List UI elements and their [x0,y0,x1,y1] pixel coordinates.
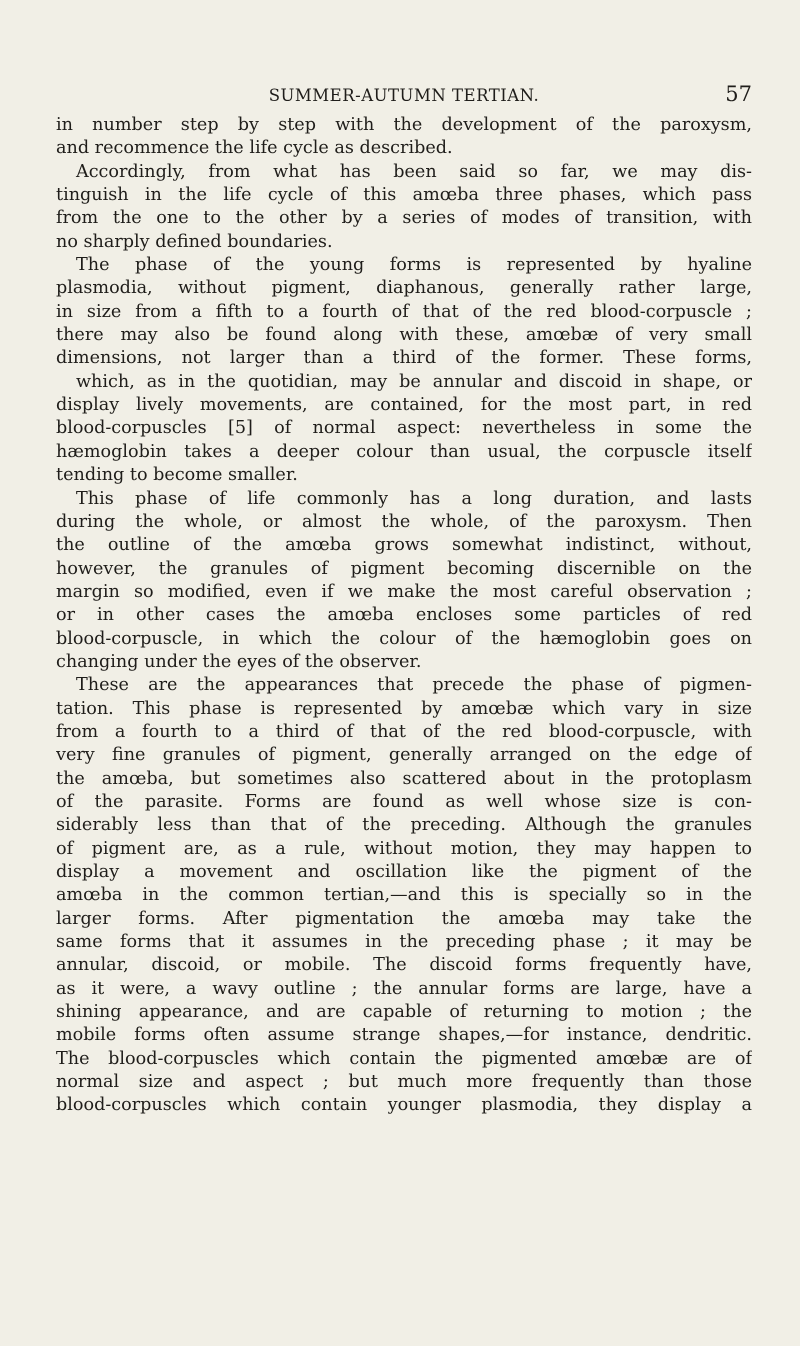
text-line: margin so modified, even if we make the most careful observation ; [56,581,752,602]
text-line: annular, discoid, or mobile. The discoid forms frequently have, [56,955,752,976]
text-line: tending to become smaller. [56,465,298,486]
text-line: and recommence the life cycle as described. [56,138,453,159]
text-line: blood-corpuscle, in which the colour of the hæmoglobin goes on [56,628,752,649]
text-line: shining appearance, and are capable of returning to motion ; the [56,1002,752,1023]
text-line: of the parasite. Forms are found as well whose size is con- [56,791,752,812]
text-line: however, the granules of pigment becoming discernible on the [56,558,752,579]
text-line: dimensions, not larger than a third of the former. These forms, [56,348,752,369]
text-line: amœba in the common tertian,—and this is specially so in the [56,885,752,906]
text-line: larger forms. After pigmentation the amœba may take the [56,908,752,929]
text-line: of pigment are, as a rule, without motion, they may happen to [56,838,752,859]
text-line: during the whole, or almost the whole, of the paroxysm. Then [56,511,752,532]
text-line: no sharply defined boundaries. [56,231,333,252]
text-line: hæmoglobin takes a deeper colour than usual, the corpuscle itself [56,441,752,462]
text-line: tinguish in the life cycle of this amœba three phases, which pass [56,185,752,206]
text-line: from the one to the other by a series of modes of transition, with [56,208,752,229]
text-line: from a fourth to a third of that of the red blood-corpuscle, with [56,721,752,742]
text-line: normal size and aspect ; but much more frequently than those [56,1072,752,1093]
text-line: same forms that it assumes in the preceding phase ; it may be [56,932,752,953]
text-line: there may also be found along with these, amœbæ of very small [56,325,752,346]
text-line: plasmodia, without pigment, diaphanous, generally rather large, [56,278,752,299]
text-line: in size from a fifth to a fourth of that of the red blood-corpuscle ; [56,301,752,322]
text-line: blood-corpuscles [5] of normal aspect: nevertheless in some the [56,418,752,439]
text-line: Accordingly, from what has been said so far, we may dis- [76,161,752,182]
text-line: very fine granules of pigment, generally arranged on the edge of [56,745,752,766]
text-line: changing under the eyes of the observer. [56,651,422,672]
text-line: tation. This phase is represented by amœbæ which vary in size [56,698,752,719]
body-text [56,114,752,1118]
text-line: which, as in the quotidian, may be annular and discoid in shape, or [76,371,752,392]
text-line: display a movement and oscillation like the pigment of the [56,862,752,882]
text-line: blood-corpuscles which contain younger plasmodia, they display a [56,1095,752,1116]
running-head [56,82,752,112]
running-title: SUMMER-AUTUMN TERTIAN. [268,86,540,105]
text-line: the outline of the amœba grows somewhat indistinct, without, [56,535,752,556]
text-line: or in other cases the amœba encloses some particles of red [56,605,752,626]
text-line: The blood-corpuscles which contain the pigmented amœbæ are of [56,1048,752,1069]
text-line: as it were, a wavy outline ; the annular forms are large, have a [56,978,752,999]
text-line: siderably less than that of the preceding. Although the granules [56,815,752,836]
text-line: The phase of the young forms is represented by hyaline [76,255,752,276]
text-line: mobile forms often assume strange shapes,—for instance, dendritic. [56,1025,752,1046]
text-line: These are the appearances that precede the phase of pigmen- [76,675,752,696]
text-line: display lively movements, are contained, for the most part, in red [56,395,752,416]
text-line: in number step by step with the development of the paroxysm, [56,115,752,135]
text-line: the amœba, but sometimes also scattered about in the protoplasm [56,768,752,789]
page-number: 57 [725,82,752,106]
text-line: This phase of life commonly has a long duration, and lasts [76,488,752,509]
